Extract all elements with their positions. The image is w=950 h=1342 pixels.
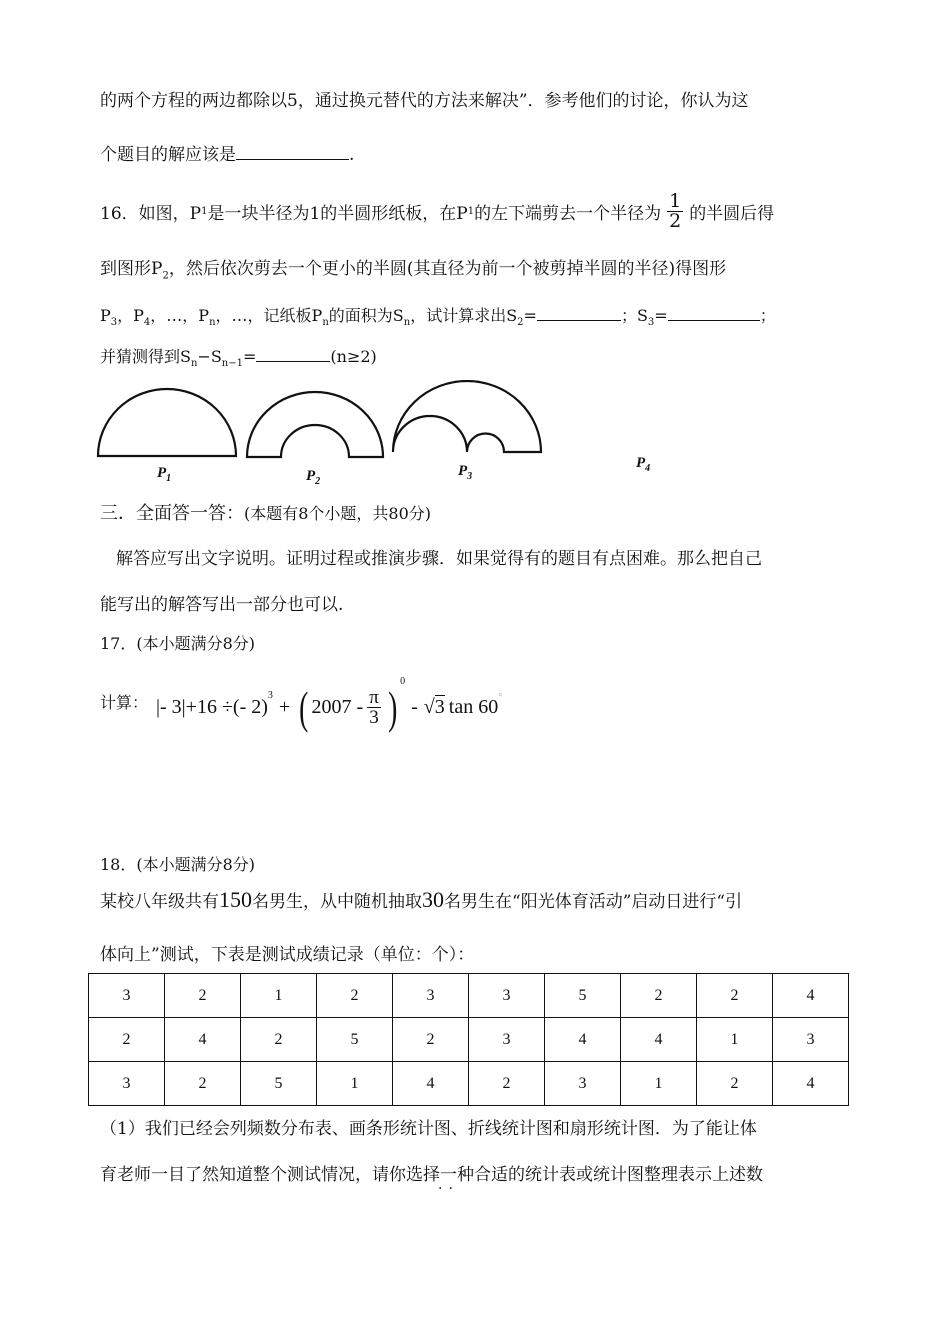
q16-line3-i: = xyxy=(654,306,668,325)
q18-30: 30 xyxy=(422,887,444,912)
q16-s2-blank[interactable] xyxy=(537,306,621,321)
q16-line4-b: −S xyxy=(197,347,222,366)
q16-line2 xyxy=(100,254,726,281)
q18-line1-b: 名男生，从中随机抽取 xyxy=(252,892,422,912)
table-cell: 2 xyxy=(241,1018,317,1062)
table-cell: 2 xyxy=(317,974,393,1018)
pullup-score-table xyxy=(88,973,849,1106)
section3-instructions-2: 能写出的解答写出一部分也可以. xyxy=(100,595,344,615)
table-cell: 4 xyxy=(773,974,849,1018)
q16-diff-blank[interactable] xyxy=(256,347,330,362)
q16-text-d: 的半圆后得 xyxy=(689,204,775,224)
q16-text-b: 是一块半径为1的半圆形纸板，在P xyxy=(207,204,468,224)
table-cell: 4 xyxy=(621,1018,697,1062)
table-cell: 2 xyxy=(89,1018,165,1062)
q17-minus: - xyxy=(411,695,418,718)
table-cell: 3 xyxy=(469,974,545,1018)
section3-heading xyxy=(100,499,431,525)
q18-emph-yi xyxy=(438,1165,459,1197)
q16-sub-n3: n xyxy=(403,317,411,329)
emphasis-dots: ·· xyxy=(438,1181,459,1197)
table-cell: 5 xyxy=(241,1062,317,1106)
table-cell: 5 xyxy=(545,974,621,1018)
table-cell: 3 xyxy=(545,1062,621,1106)
table-cell: 1 xyxy=(697,1018,773,1062)
table-cell: 4 xyxy=(773,1062,849,1106)
label-p2-sub: 2 xyxy=(315,476,321,487)
table-row xyxy=(89,974,849,1018)
label-p1 xyxy=(157,465,171,484)
q16-sub-s2: 2 xyxy=(517,317,524,329)
q16-line3-e: 的面积为S xyxy=(328,306,404,325)
figure-p1 xyxy=(98,389,236,456)
section3-instructions-1: 解答应写出文字说明。证明过程或推演步骤．如果觉得有的题目有点困难。那么把自己 xyxy=(116,549,762,569)
q15-line2 xyxy=(100,140,354,165)
table-cell: 2 xyxy=(621,974,697,1018)
table-cell: 3 xyxy=(393,974,469,1018)
table-cell: 1 xyxy=(241,974,317,1018)
q16-sub-s3: 3 xyxy=(647,317,655,329)
label-p4-letter: P xyxy=(636,455,646,471)
q16-line3-d: ，…，记纸板P xyxy=(215,306,323,325)
label-p1-sub: 1 xyxy=(166,473,172,484)
q16-sub-4: 4 xyxy=(143,317,151,329)
q15-line2-suffix: . xyxy=(349,145,355,165)
q18-title: 18．(本小题满分8分) xyxy=(100,855,256,874)
table-cell: 2 xyxy=(165,1062,241,1106)
q16-line1 xyxy=(100,192,774,231)
q17-label: 计算： xyxy=(100,693,149,712)
q16-text-c: 的左下端剪去一个半径为 xyxy=(474,204,662,224)
q16-line3-h: ；S xyxy=(620,306,648,325)
q16-sub-n4: n xyxy=(190,358,198,370)
q16-line3-g: = xyxy=(523,306,537,325)
q15-line2-prefix: 个题目的解应该是 xyxy=(100,145,236,165)
table-cell: 4 xyxy=(165,1018,241,1062)
label-p2 xyxy=(306,468,320,487)
q17-expr-b: 2007 - xyxy=(311,695,364,718)
q16-sub-1: 1 xyxy=(201,206,208,217)
table-cell: 2 xyxy=(165,974,241,1018)
label-p3-letter: P xyxy=(458,463,468,479)
q17-exp-0: 0 xyxy=(400,676,406,687)
table-cell: 2 xyxy=(469,1062,545,1106)
q17-exp-3: 3 xyxy=(267,690,273,701)
q16-fraction xyxy=(667,192,683,231)
table-cell: 2 xyxy=(697,1062,773,1106)
q16-sub-2: 2 xyxy=(162,270,169,282)
q16-line4 xyxy=(100,344,377,369)
table-cell: 3 xyxy=(89,1062,165,1106)
sqrt-sign: √ xyxy=(423,695,435,718)
pi-numerator: π xyxy=(369,686,379,708)
label-p3 xyxy=(458,463,472,482)
degree-mark: ° xyxy=(498,692,503,703)
q16-sub-1b: 1 xyxy=(467,206,475,217)
table-row xyxy=(89,1018,849,1062)
table-cell: 1 xyxy=(317,1062,393,1106)
q16-line4-c: = xyxy=(242,347,257,366)
q16-text-a: 16．如图，P xyxy=(100,204,202,224)
q15-answer-blank[interactable] xyxy=(236,145,349,160)
q16-sub-n2: n xyxy=(322,317,329,329)
q16-line2-a: 到图形P xyxy=(100,259,163,279)
q15-line1: 的两个方程的两边都除以5，通过换元替代的方法来解决”．参考他们的讨论，你认为这 xyxy=(100,91,749,111)
q17-title: 17．(本小题满分8分) xyxy=(100,634,256,653)
three-denominator: 3 xyxy=(367,707,381,727)
q18-line2: 体向上”测试，下表是测试成绩记录（单位：个）： xyxy=(100,945,475,965)
table-row xyxy=(89,1062,849,1106)
q18-part1-c: 种合适的统计表或统计图整理表示上述数 xyxy=(457,1165,763,1185)
table-cell: 4 xyxy=(545,1018,621,1062)
table-cell: 4 xyxy=(393,1062,469,1106)
q18-line1-a: 某校八年级共有 xyxy=(100,892,219,912)
q16-line3-b: ，P xyxy=(117,306,144,325)
label-p2-letter: P xyxy=(306,468,316,484)
frac-numerator: 1 xyxy=(669,190,682,212)
table-cell: 2 xyxy=(393,1018,469,1062)
frac-denominator: 2 xyxy=(669,210,682,232)
table-cell: 3 xyxy=(469,1018,545,1062)
q17-tan: tan 60 xyxy=(448,695,499,718)
q18-150: 150 xyxy=(219,887,252,912)
q16-line4-d: (n≥2) xyxy=(330,347,377,366)
label-p1-letter: P xyxy=(157,465,167,481)
q17-plus: + xyxy=(278,695,291,718)
q18-part1-line1: （1）我们已经会列频数分布表、画条形统计图、折线统计图和扇形统计图．为了能让体 xyxy=(100,1119,757,1139)
q18-part1-a: 育老师一目了然知道整个测试情况，请你选择 xyxy=(100,1165,440,1185)
q16-s3-blank[interactable] xyxy=(668,306,760,321)
q16-line3-f: ，试计算求出S xyxy=(410,306,518,325)
q18-line1 xyxy=(100,887,742,913)
table-cell: 3 xyxy=(773,1018,849,1062)
q17-expr-a: |- 3|+16 ÷(- 2) xyxy=(156,695,268,718)
sqrt-radicand: 3 xyxy=(434,696,445,718)
q16-line3-j: ； xyxy=(759,306,776,325)
label-p4-sub: 4 xyxy=(645,463,651,474)
q18-part1-b: 一 xyxy=(440,1165,457,1185)
q16-line3 xyxy=(100,303,776,328)
left-paren: ( xyxy=(299,681,309,733)
q16-line3-a: P xyxy=(100,306,111,325)
q17-expression xyxy=(156,672,502,742)
q16-line3-c: ，…，P xyxy=(150,306,210,325)
figure-p2 xyxy=(247,392,383,457)
label-p4 xyxy=(636,455,650,474)
right-paren: ) xyxy=(387,681,398,733)
q16-line2-b: ，然后依次剪去一个更小的半圆(其直径为前一个被剪掉半圆的半径)得图形 xyxy=(168,259,727,279)
q16-sub-3: 3 xyxy=(110,317,118,329)
q16-line4-a: 并猜测得到S xyxy=(100,347,191,366)
table-cell: 3 xyxy=(89,974,165,1018)
table-cell: 1 xyxy=(621,1062,697,1106)
q16-sub-n-1: n−1 xyxy=(221,358,243,370)
q18-line1-c: 名男生在“阳光体育活动”启动日进行“引 xyxy=(444,892,743,912)
table-cell: 5 xyxy=(317,1018,393,1062)
label-p3-sub: 3 xyxy=(467,471,473,482)
section3-note: (本题有8个小题，共80分) xyxy=(244,504,432,523)
q18-part1-line2 xyxy=(100,1160,763,1197)
table-cell: 2 xyxy=(697,974,773,1018)
q16-sub-n: n xyxy=(209,317,216,329)
figure-p3 xyxy=(393,381,541,452)
q17-pi-over-3 xyxy=(367,688,381,727)
section3-title: 三．全面答一答： xyxy=(100,503,244,524)
